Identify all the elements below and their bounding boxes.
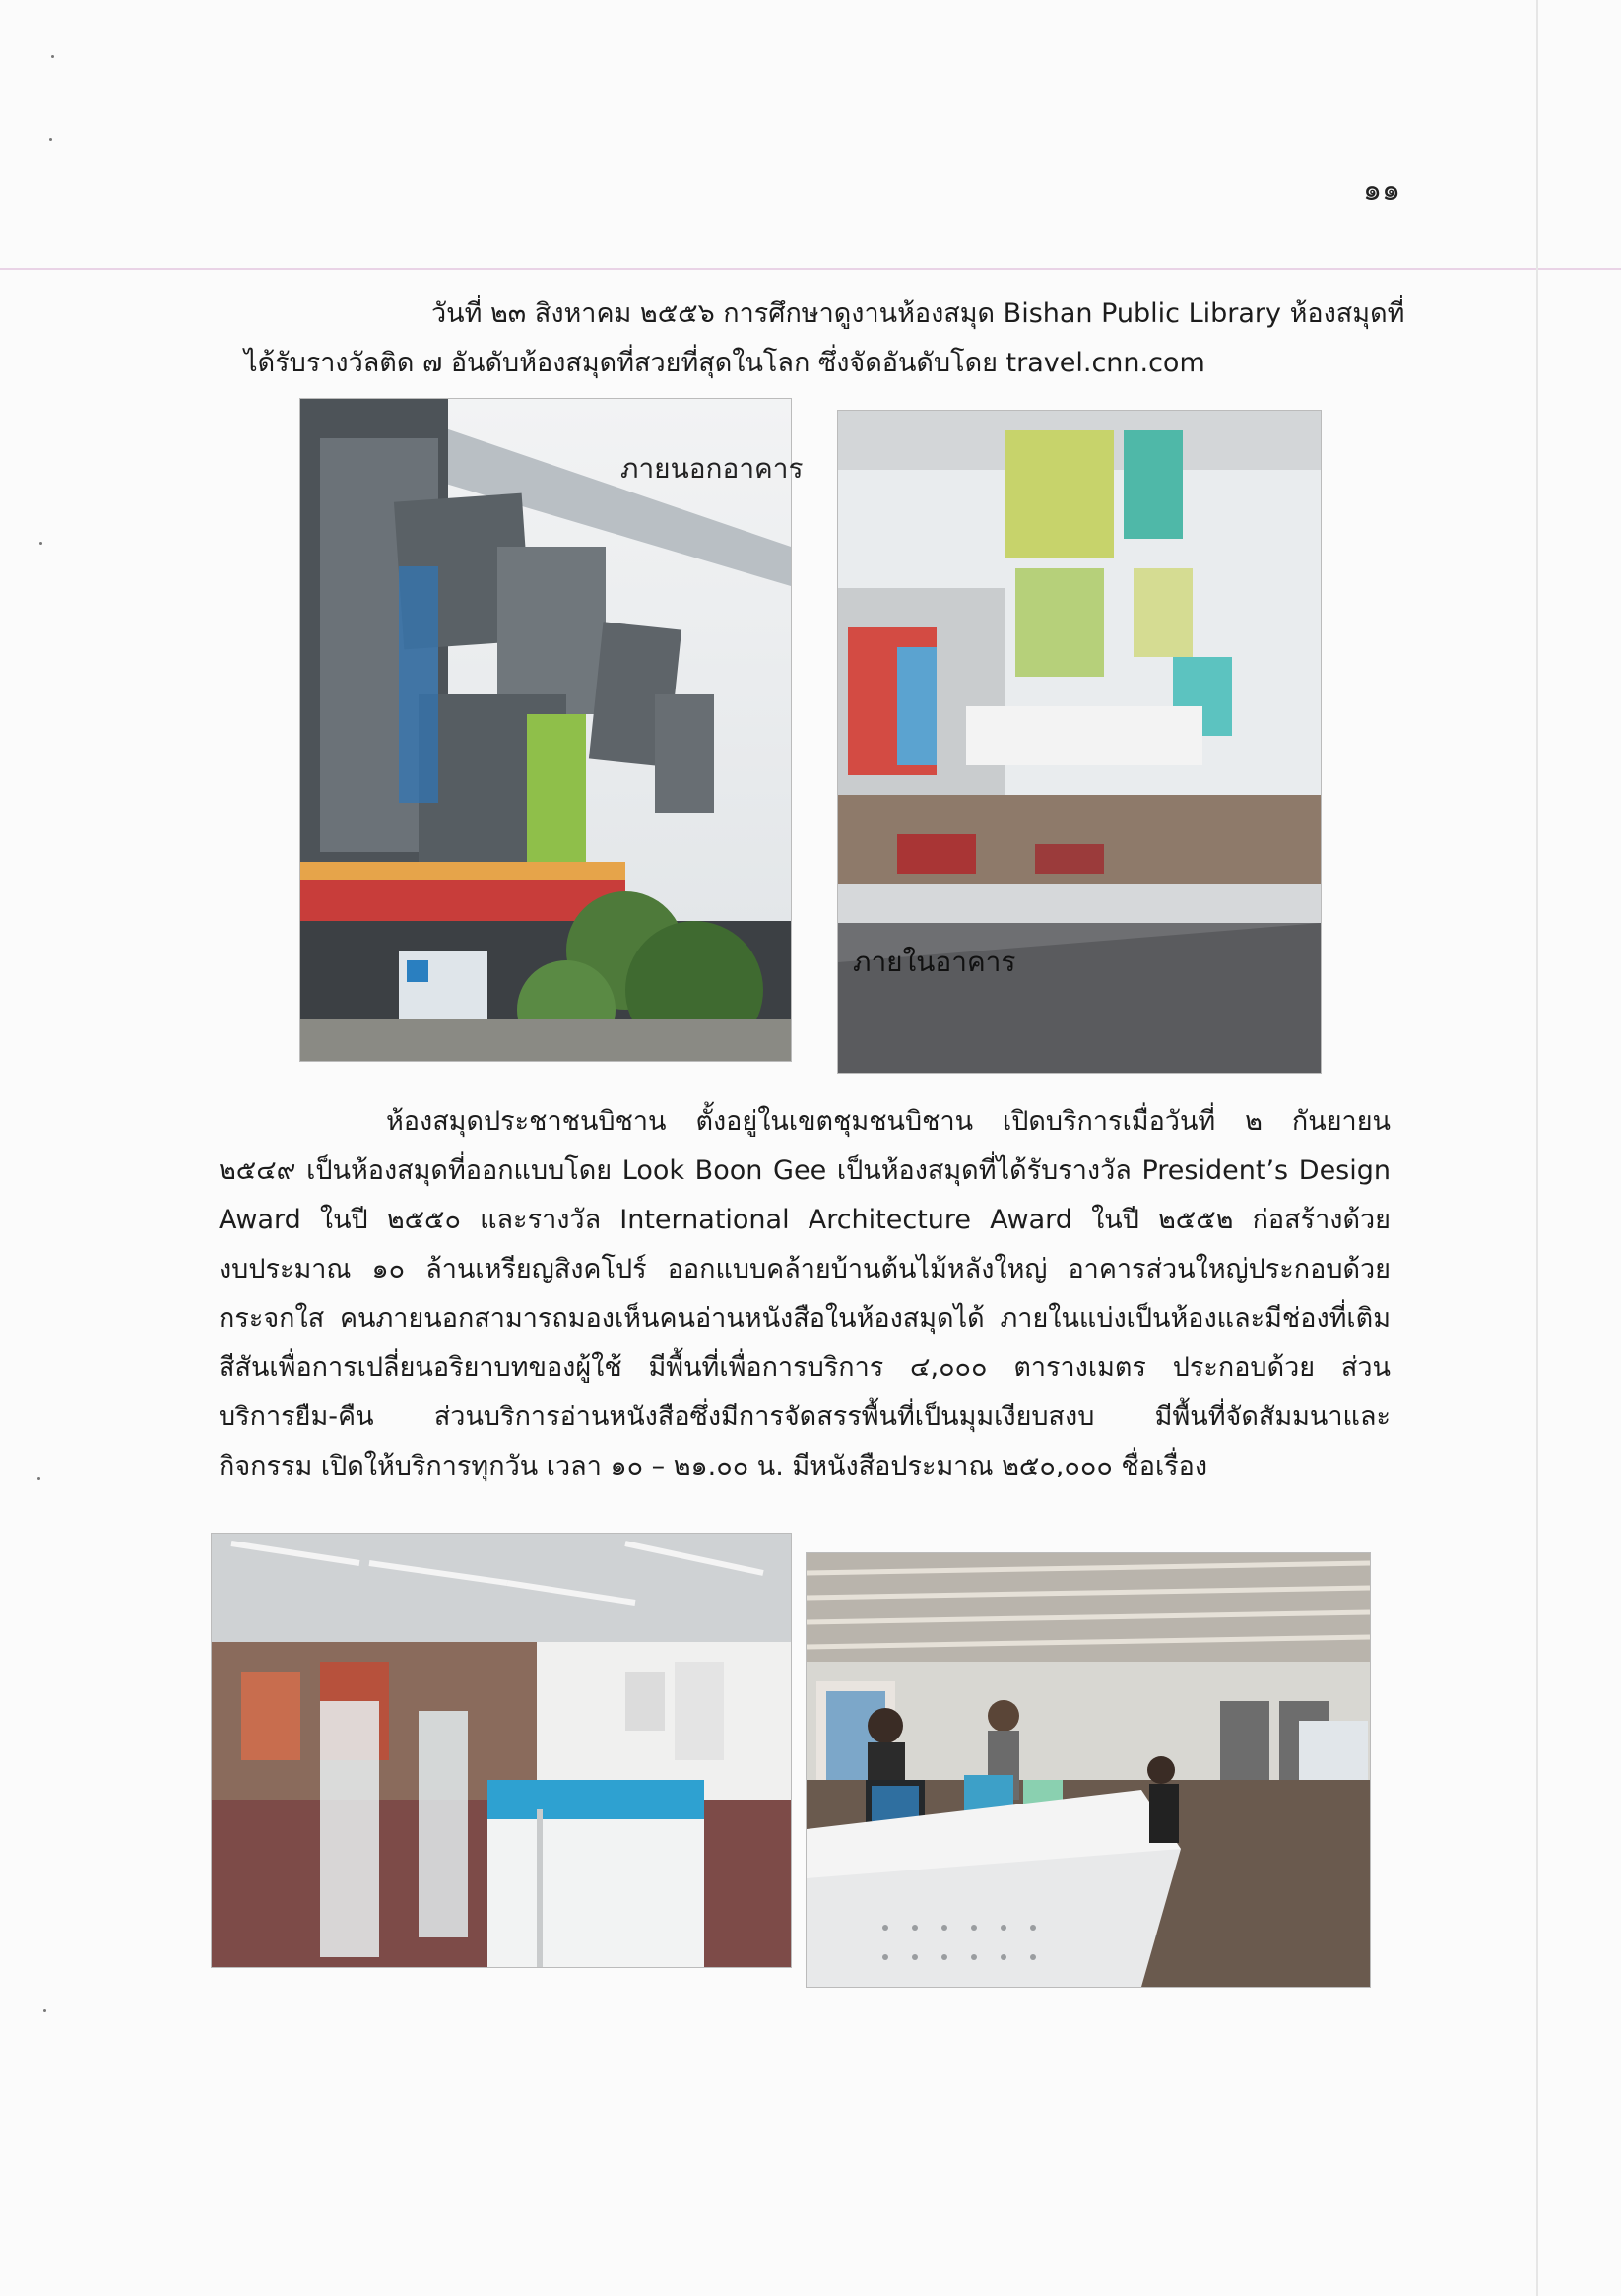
scan-speck <box>51 55 54 58</box>
intro-line: ได้รับรางวัลติด ๗ อันดับห้องสมุดที่สวยที่สุดในโลก ซึ่งจัดอันดับโดย travel.cnn.com <box>244 348 1205 378</box>
exterior-photo <box>299 398 792 1062</box>
intro-line: วันที่ ๒๓ สิงหาคม ๒๕๕๖ การศึกษาดูงานห้องสมุด Bishan Public Library ห้องสมุดที่ <box>431 298 1405 329</box>
intro-paragraph <box>244 290 1416 388</box>
description-line: กิจกรรม เปิดให้บริการทุกวัน เวลา ๑๐ – ๒๑.๐๐ น. มีหนังสือประมาณ ๒๕๐,๐๐๐ ชื่อเรื่อง <box>219 1451 1208 1481</box>
entrance-photo <box>211 1533 792 1968</box>
library-entrance-image <box>212 1534 791 1967</box>
exterior-building-image <box>300 399 791 1061</box>
description-line: ๒๕๔๙ เป็นห้องสมุดที่ออกแบบโดย Look Boon Gee เป็นห้องสมุดที่ได้รับรางวัล President’s Design <box>219 1155 1391 1186</box>
scan-speck <box>37 1477 40 1480</box>
margin-line <box>1536 0 1538 2296</box>
page-number: ๑๑ <box>1363 173 1401 208</box>
service-desk-image <box>807 1553 1370 1987</box>
description-line: บริการยืม-คืน ส่วนบริการอ่านหนังสือซึ่งมีการจัดสรรพื้นที่เป็นมุมเงียบสงบ มีพื้นที่จัดสัมมนาและ <box>219 1402 1391 1432</box>
description-paragraph <box>219 1097 1391 1491</box>
service-desk-photo <box>806 1552 1371 1988</box>
description-line: งบประมาณ ๑๐ ล้านเหรียญสิงคโปร์ ออกแบบคล้ายบ้านต้นไม้หลังใหญ่ อาคารส่วนใหญ่ประกอบด้วย <box>219 1254 1391 1284</box>
scan-speck <box>49 138 52 141</box>
interior-caption: ภายในอาคาร <box>853 946 1016 978</box>
description-line: ห้องสมุดประชาชนบิชาน ตั้งอยู่ในเขตชุมชนบิชาน เปิดบริการเมื่อวันที่ ๒ กันยายน <box>386 1106 1391 1137</box>
description-line: Award ในปี ๒๕๕๐ และรางวัล International Architecture Award ในปี ๒๕๕๒ ก่อสร้างด้วย <box>219 1205 1391 1235</box>
scan-speck <box>43 2009 46 2012</box>
exterior-caption: ภายนอกอาคาร <box>620 452 804 485</box>
description-line: สีสันเพื่อการเปลี่ยนอริยาบทของผู้ใช้ มีพื้นที่เพื่อการบริการ ๔,๐๐๐ ตารางเมตร ประกอบด้วย ส่วน <box>219 1352 1391 1383</box>
scan-speck <box>39 542 42 545</box>
header-rule <box>0 268 1621 270</box>
description-line: กระจกใส คนภายนอกสามารถมองเห็นคนอ่านหนังสือในห้องสมุดได้ ภายในแบ่งเป็นห้องและมีช่องที่เติม <box>219 1303 1391 1334</box>
